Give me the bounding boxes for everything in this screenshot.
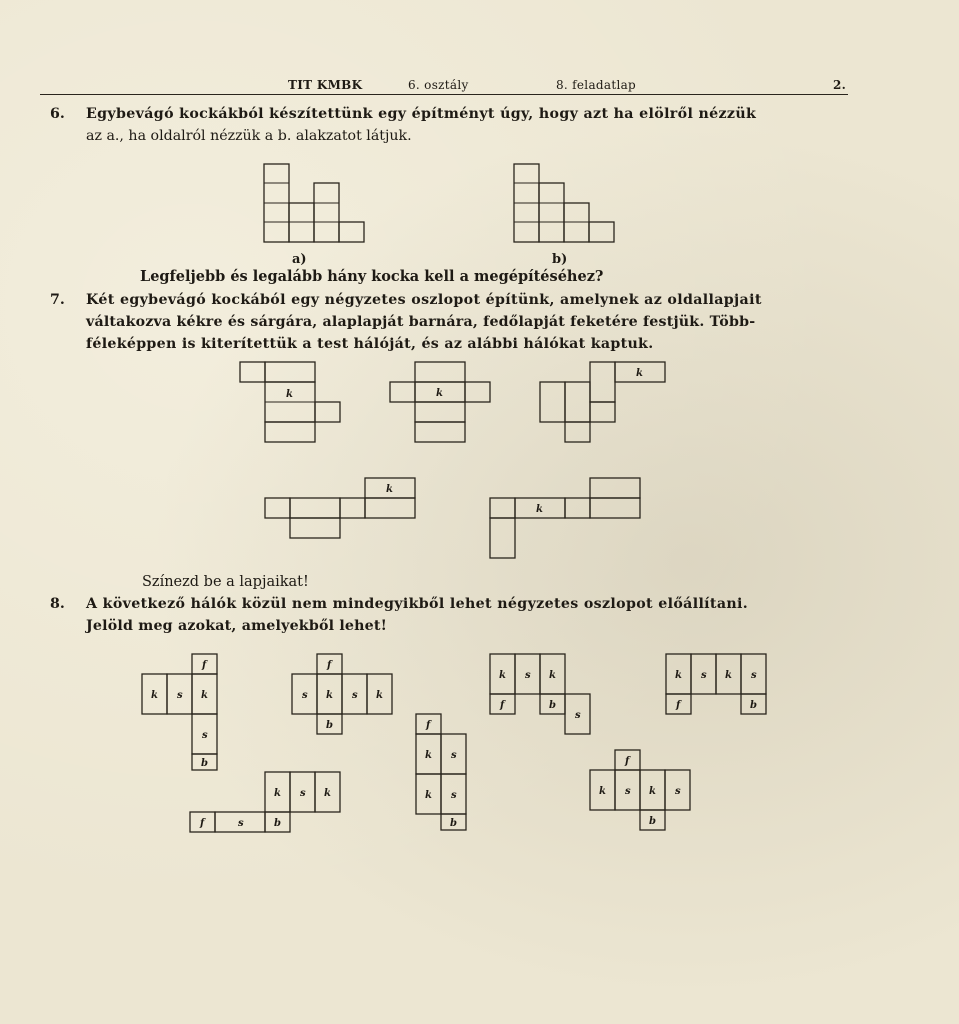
face-label-k: k [326, 690, 333, 701]
face-label-s: s [575, 710, 581, 721]
problem-8-text-line1: A következő hálók közül nem mindegyikből lehet négyzetes oszlopot előállítani. [86, 596, 749, 612]
net-8-2 [292, 654, 396, 736]
face-label-k: k [436, 388, 443, 399]
problem-7-text-line1: Két egybevágó kockából egy négyzetes oszlopot építünk, amelynek az oldallapjait [86, 292, 762, 308]
face-label-f: f [500, 700, 505, 711]
problem-7-instruction: Színezd be a lapjaikat! [142, 574, 309, 590]
problem-8-text-line2: Jelöld meg azokat, amelyekből lehet! [86, 618, 388, 634]
face-label-s: s [451, 750, 457, 761]
face-label-k: k [725, 670, 732, 681]
problem-6-number: 6. [50, 106, 65, 122]
face-label-k: k [151, 690, 158, 701]
header-sheet: 8. feladatlap [556, 78, 637, 92]
face-label-k: k [425, 790, 432, 801]
problem-6-question: Legfeljebb és legalább hány kocka kell a megépítéséhez? [140, 268, 604, 285]
face-label-f: f [200, 818, 205, 829]
problem-8-number: 8. [50, 596, 65, 612]
front-view-figure [264, 164, 368, 244]
header-class: 6. osztály [408, 78, 469, 92]
face-label-b: b [274, 818, 281, 829]
face-label-f: f [426, 720, 431, 731]
face-label-k: k [376, 690, 383, 701]
page-header [40, 76, 848, 95]
face-label-s: s [625, 786, 631, 797]
net-7-2 [390, 362, 494, 444]
face-label-f: f [625, 756, 630, 767]
face-label-b: b [649, 816, 656, 827]
face-label-s: s [302, 690, 308, 701]
net-8-5 [490, 654, 594, 736]
face-label-s: s [177, 690, 183, 701]
net-8-6 [666, 654, 770, 716]
problem-6-text-line1: Egybevágó kockákból készítettünk egy építményt úgy, hogy azt ha elölről nézzük [86, 106, 757, 122]
header-page-number: 2. [833, 78, 847, 92]
face-label-b: b [549, 700, 556, 711]
face-label-s: s [525, 670, 531, 681]
figure-b-label: b) [552, 252, 568, 267]
face-label-k: k [675, 670, 682, 681]
face-label-k: k [499, 670, 506, 681]
face-label-s: s [701, 670, 707, 681]
face-label-s: s [675, 786, 681, 797]
face-label-b: b [201, 758, 208, 769]
problem-7-number: 7. [50, 292, 65, 308]
net-7-5 [490, 478, 644, 560]
face-label-s: s [352, 690, 358, 701]
net-8-1 [142, 654, 222, 774]
face-label-s: s [202, 730, 208, 741]
face-label-s: s [238, 818, 244, 829]
net-8-4 [416, 714, 470, 836]
face-label-k: k [649, 786, 656, 797]
net-7-1 [240, 362, 344, 444]
figure-a-label: a) [292, 252, 307, 267]
face-label-k: k [201, 690, 208, 701]
face-label-k: k [286, 389, 293, 400]
face-label-b: b [326, 720, 333, 731]
face-label-k: k [386, 484, 393, 495]
face-label-k: k [324, 788, 331, 799]
face-label-b: b [750, 700, 757, 711]
face-label-f: f [327, 660, 332, 671]
face-label-k: k [599, 786, 606, 797]
face-label-k: k [549, 670, 556, 681]
face-label-s: s [751, 670, 757, 681]
net-8-7 [590, 750, 694, 832]
problem-7-text-line3: féleképpen is kiterítettük a test hálóját, és az alábbi hálókat kaptuk. [86, 336, 654, 352]
side-view-figure [514, 164, 618, 244]
problem-6-text-line2: az a., ha oldalról nézzük a b. alakzatot látjuk. [86, 128, 412, 144]
face-label-k: k [274, 788, 281, 799]
face-label-k: k [636, 368, 643, 379]
face-label-b: b [450, 818, 457, 829]
face-label-f: f [676, 700, 681, 711]
header-publisher: TIT KMBK [288, 78, 363, 92]
net-7-3 [540, 362, 668, 444]
net-8-3 [190, 772, 344, 834]
face-label-s: s [300, 788, 306, 799]
net-7-4 [265, 478, 419, 540]
problem-7-text-line2: váltakozva kékre és sárgára, alaplapját barnára, fedőlapját feketére festjük. Több- [86, 314, 756, 330]
face-label-k: k [536, 504, 543, 515]
face-label-f: f [202, 660, 207, 671]
face-label-k: k [425, 750, 432, 761]
face-label-s: s [451, 790, 457, 801]
